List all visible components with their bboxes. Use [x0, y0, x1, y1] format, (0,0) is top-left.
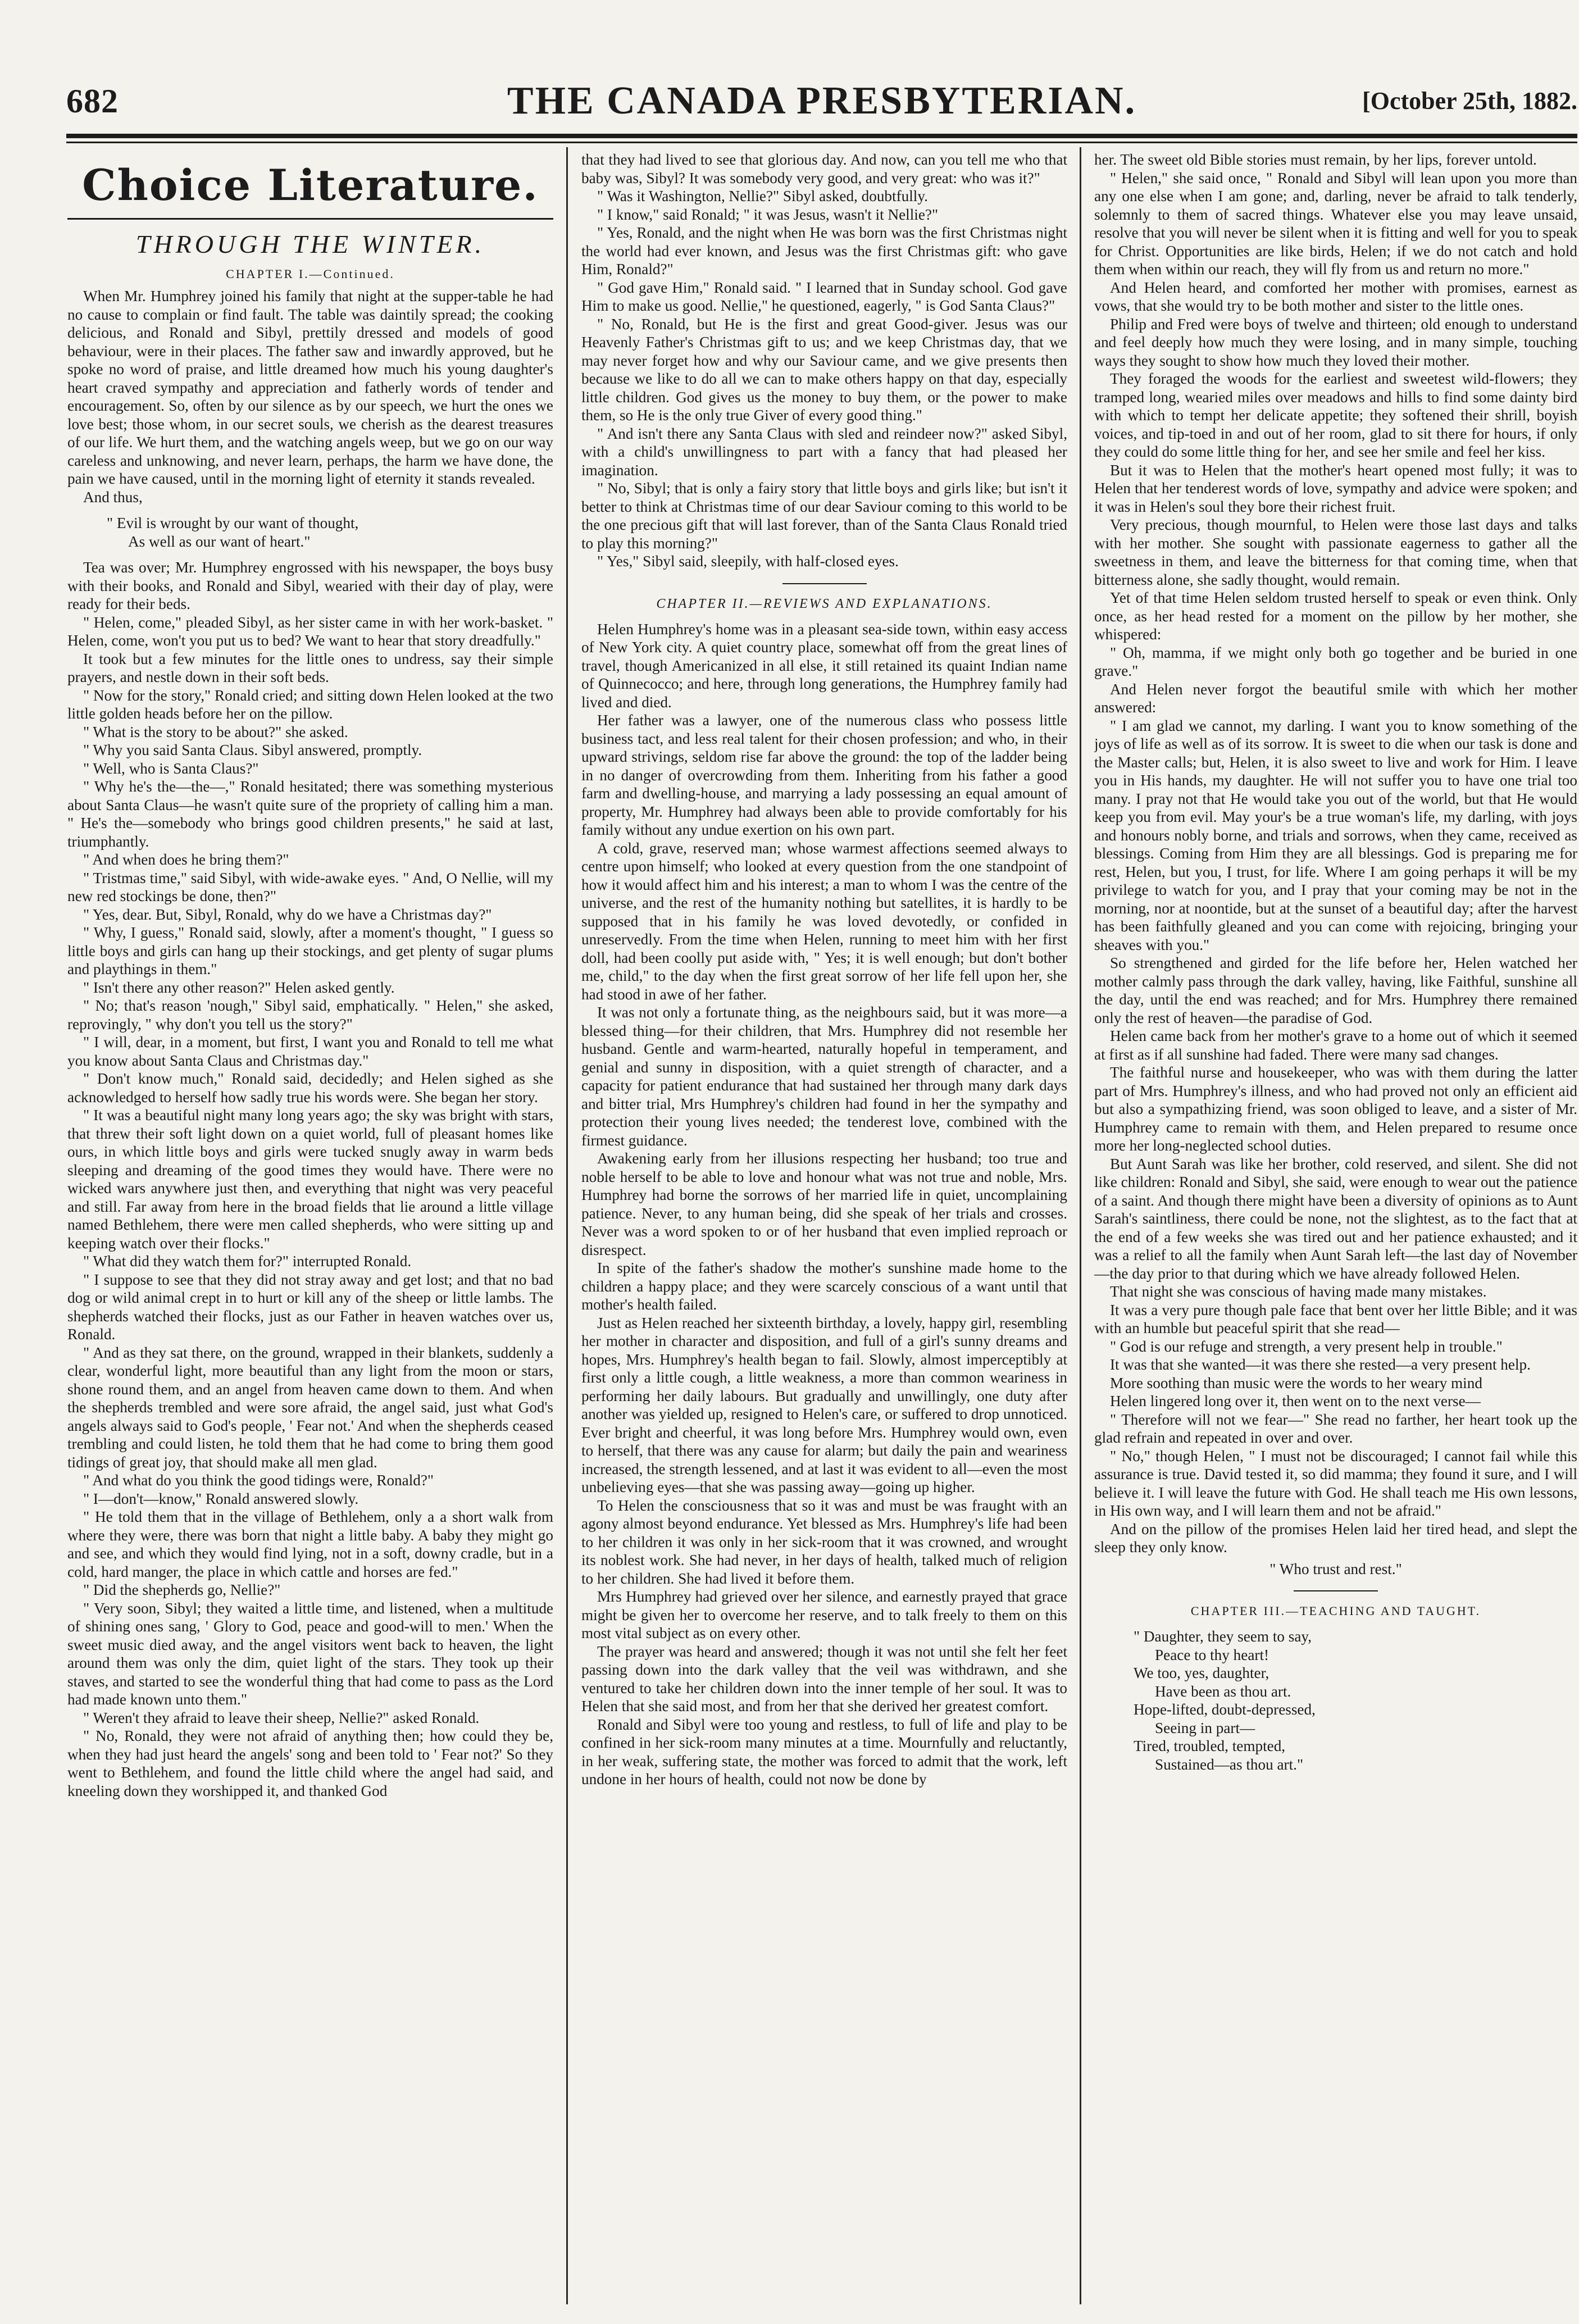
chapter-heading: CHAPTER I.—Continued.: [226, 267, 395, 281]
paragraph: " Was it Washington, Nellie?" Sibyl asked, doubtfully.: [597, 188, 928, 204]
column-3: [1094, 151, 1577, 2302]
paragraph: " I—don't—know," Ronald answered slowly.: [83, 1490, 359, 1507]
paragraph: " I know," said Ronald; " it was Jesus, wasn't it Nellie?": [597, 206, 939, 223]
closing-line: " Who trust and rest.": [1269, 1560, 1402, 1577]
verse-line: " Evil is wrought by our want of thought,: [107, 515, 359, 531]
paragraph: It was not only a fortunate thing, as the neighbours said, but it was more—a blessed thing—for their children, that Mrs. Humphrey did not resemble her husband. Gentle and warm-hearted, naturally hopeful in temperament, and genial and sunny in disposition, with a quiet strength of character, and a capacity for patient endurance that had sustained her through many dark days and bitter trial, Mrs Humphrey's children had found in her the sympathy and protection their young lives needed; the tenderest love, combined with the firmest guidance.: [581, 1004, 1067, 1149]
paragraph: Very precious, though mournful, to Helen were those last days and talks with her mother. She sought with passionate eagerness to gather all the sweetness in them, and leave the bitterness for that coming time, when that bitterness alone, she sadly thought, would remain.: [1094, 516, 1577, 588]
paragraph: And thus,: [83, 488, 143, 506]
paragraph: " No, Ronald, they were not afraid of anything then; how could they be, when they had just heard the angels' song and been told to ' Fear not?' So they went to Bethlehem, and found the little child where the angel had said, and kneeling down they worshipped it, and thanked God: [67, 1727, 553, 1799]
column-divider-1: [566, 147, 568, 2304]
paragraph: her. The sweet old Bible stories must remain, by her lips, forever untold.: [1094, 151, 1537, 168]
paragraph: " Why he's the—the—," Ronald hesitated; there was something mysterious about Santa Claus—he wasn't quite sure of the propriety of calling him a man. " He's the—somebody who brings good children presents," he said at last, triumphantly.: [67, 778, 553, 850]
paragraph: " What did they watch them for?" interrupted Ronald.: [83, 1253, 412, 1270]
paragraph: " I suppose to see that they did not stray away and get lost; and that no bad dog or wild animal crept in to hurt or kill any of the sheep or little lambs. The shepherds watched their flocks, just as our Father in heaven watches over us, Ronald.: [67, 1271, 553, 1343]
masthead-rule-thick: [66, 134, 1577, 138]
issue-date: [October 25th, 1882.: [1362, 87, 1577, 115]
paragraph: " Yes," Sibyl said, sleepily, with half-closed eyes.: [597, 553, 899, 570]
poem-line: We too, yes, daughter,: [1134, 1664, 1269, 1681]
page-number: 682: [66, 83, 119, 120]
paragraph: " It was a beautiful night many long years ago; the sky was bright with stars, that threw their soft light down on a quiet world, full of pleasant homes like ours, in which little boys and girls were tucked snugly away in warm beds sleeping and dreaming of the good times they would have. There were no wicked wars anywhere just then, and everything that night was very peaceful and still. Far away from here in the broad fields that lie around a little village named Bethlehem, there were men called shepherds, who were sitting up and keeping watch over their flocks.": [67, 1107, 553, 1252]
paragraph: " Tristmas time," said Sibyl, with wide-awake eyes. " And, O Nellie, will my new red stockings be done, then?": [67, 869, 553, 904]
paragraph: " And isn't there any Santa Claus with sled and reindeer now?" asked Sibyl, with a child's unwillingness to part with a fancy that had pleased her imagination.: [581, 425, 1067, 479]
paragraph: " Oh, mamma, if we might only both go together and be buried in one grave.": [1094, 644, 1577, 679]
verse: [107, 514, 553, 551]
paragraph: " Yes, Ronald, and the night when He was born was the first Christmas night the world had ever known, and Jesus was the first Christmas gift: who gave Him, Ronald?": [581, 224, 1067, 278]
poem-line: Seeing in part—: [1155, 1719, 1255, 1736]
poem-line: Have been as thou art.: [1155, 1682, 1291, 1700]
paragraph: A cold, grave, reserved man; whose warmest affections seemed always to centre upon himself; who looked at every question from the one standpoint of how it would affect him and his interest; a man to whom I was the centre of the universe, and the rest of the humanity nothing but satellites, it is hardly to be supposed that in his family he was loved devotedly, or confided in unreservedly. From the time when Helen, running to meet him with her first doll, had been coolly put aside with, " Yes; it is well enough; but don't bother me, child," to the day when the first great sorrow of her life fell upon her, she had stood in awe of her father.: [581, 839, 1067, 1003]
paragraph: That night she was conscious of having made many mistakes.: [1110, 1283, 1487, 1300]
poem-line: Sustained—as thou art.": [1155, 1755, 1304, 1773]
paragraph: The faithful nurse and housekeeper, who was with them during the latter part of Mrs. Humphrey's illness, and who had proved not only an efficient aid but also a sympathizing friend, was soon obliged to leave, and a sister of Mr. Humphrey came to remain with them, and Helen prepared to resume once more her long-neglected school duties.: [1094, 1064, 1577, 1154]
newspaper-title: THE CANADA PRESBYTERIAN.: [507, 79, 1137, 122]
chapter-divider: [1294, 1590, 1378, 1591]
verse-line: As well as our want of heart.": [128, 533, 311, 550]
paragraph: " And as they sat there, on the ground, wrapped in their blankets, suddenly a clear, wonderful light, more beautiful than any light from the moon or stars, shone round them, and an angel from heaven came down to them. And when the shepherds trembled and were sore afraid, the angel said, just what God's angels always said to God's people, ' Fear not.' And when the shepherds ceased trembling and could listen, he told them that he had come to bring them good tidings of great joy, that should make all men glad.: [67, 1344, 553, 1471]
paragraph: that they had lived to see that glorious day. And now, can you tell me who that baby was, Sibyl? It was somebody very good, and very great: who was it?": [581, 151, 1067, 187]
story-title: THROUGH THE WINTER.: [135, 230, 485, 258]
paragraph: And Helen never forgot the beautiful smile with which her mother answered:: [1094, 680, 1577, 716]
paragraph: " No, Sibyl; that is only a fairy story that little boys and girls like; but isn't it better to think at Christmas time of our dear Saviour coming to this world to be the one precious gift that will last forever, than of the Santa Claus Ronald tried to play this morning?": [581, 480, 1067, 552]
paragraph: They foraged the woods for the earliest and sweetest wild-flowers; they tramped long, wearied miles over meadows and hills to find some dainty bird with which to tempt her delicate appetite; they softened their shrill, boyish voices, and tip-toed in and out of her room, glad to sit there for hours, if only they could do some little thing for her, and see her smile and feel her kiss.: [1094, 370, 1577, 460]
paragraph: " And what do you think the good tidings were, Ronald?": [83, 1472, 434, 1489]
poem-line: Peace to thy heart!: [1155, 1646, 1269, 1663]
paragraph: " God is our refuge and strength, a very present help in trouble.": [1110, 1338, 1503, 1355]
paragraph: " Isn't there any other reason?" Helen asked gently.: [83, 979, 395, 996]
paragraph: It took but a few minutes for the little ones to undress, say their simple prayers, and nestle down in their soft beds.: [67, 650, 553, 685]
paragraph: Her father was a lawyer, one of the numerous class who possess little business tact, and less real talent for their chosen profession; and who, in their upward strivings, seldom rise far above the ground: the top of the ladder being in no danger of overcrowding from them. Inheriting from his father a good farm and dwelling-house, and marrying a lady possessing an equal amount of property, Mr. Humphrey had always been able to provide comfortably for his family without any undue exertion on his own part.: [581, 712, 1067, 838]
paragraph: To Helen the consciousness that so it was and must be was fraught with an agony almost beyond endurance. Yet blessed as Mrs. Humphrey's life had been to her children it was only in her sick-room that it was crowned, and wrought its noblest work. She had never, in her days of health, talked much of religion to her children. She had lived it before them.: [581, 1497, 1067, 1587]
poem-line: " Daughter, they seem to say,: [1134, 1628, 1312, 1645]
paragraph: " Very soon, Sibyl; they waited a little time, and listened, when a multitude of shining ones sang, ' Glory to God, peace and good-will to men.' When the sweet music died away, and the angel visitors went back to heaven, the light around them was only the dim, quiet light of the stars. They took up their staves, and started to see the wonderful thing that had come to pass as the Lord had made known unto them.": [67, 1599, 553, 1708]
poem-line: Tired, troubled, tempted,: [1134, 1738, 1286, 1754]
paragraph: " I will, dear, in a moment, but first, I want you and Ronald to tell me what you know about Santa Claus and Christmas day.": [67, 1034, 553, 1069]
paragraph: Tea was over; Mr. Humphrey engrossed with his newspaper, the boys busy with their books, and Ronald and Sibyl, wearied with their day of play, were ready for their beds.: [67, 559, 553, 612]
paragraph: Helen Humphrey's home was in a pleasant sea-side town, within easy access of New York city. A quiet country place, somewhat off from the great lines of travel, though Americanized in all else, it still retained its quaint Indian name of Quinnecocco; and here, through long generations, the Humphrey family had lived and died.: [581, 620, 1067, 711]
paragraph: The prayer was heard and answered; though it was not until she felt her feet passing down into the dark valley that the veil was withdrawn, and she ventured to take her children down into the inner temple of her soul. It was to Helen that she said most, and from her that she derived her greatest comfort.: [581, 1643, 1067, 1714]
paragraph: Yet of that time Helen seldom trusted herself to speak or even think. Only once, as her head rested for a moment on the pillow by her mother, she whispered:: [1094, 589, 1577, 643]
paragraph: " Now for the story," Ronald cried; and sitting down Helen looked at the two little golden heads before her on the pillow.: [67, 686, 553, 722]
paragraph: More soothing than music were the words to her weary mind: [1110, 1374, 1482, 1391]
paragraph: " Weren't they afraid to leave their sheep, Nellie?" asked Ronald.: [83, 1709, 480, 1726]
paragraph: And on the pillow of the promises Helen laid her tired head, and slept the sleep they only know.: [1094, 1520, 1577, 1556]
chapter-heading: CHAPTER II.—REVIEWS AND EXPLANATIONS.: [656, 596, 993, 611]
paragraph: " He told them that in the village of Bethlehem, only a a short walk from where they were, there was born that night a little baby. A baby they might go and see, and which they would find lying, not in a soft, downy cradle, but in a cold, hard manger, the place in which cattle and horses are fed.": [67, 1508, 553, 1580]
paragraph: " Did the shepherds go, Nellie?": [83, 1581, 281, 1598]
paragraph: Helen came back from her mother's grave to a home out of which it seemed at first as if all sunshine had faded. There were many sad changes.: [1094, 1027, 1577, 1063]
paragraph: " Yes, dear. But, Sibyl, Ronald, why do we have a Christmas day?": [83, 906, 492, 923]
chapter-divider: [782, 583, 867, 584]
column-1: [67, 151, 553, 2302]
poem-line: Hope-lifted, doubt-depressed,: [1134, 1701, 1316, 1718]
paragraph: Philip and Fred were boys of twelve and thirteen; old enough to understand and feel deeply how much they were losing, and in many simple, touching ways they sought to show how much they loved their mother.: [1094, 315, 1577, 369]
paragraph: It was a very pure though pale face that bent over her little Bible; and it was with an humble but peaceful spirit that she read—: [1094, 1301, 1577, 1336]
paragraph: " Helen," she said once, " Ronald and Sibyl will lean upon you more than any one else when I am gone; and, darling, never be afraid to talk tenderly, solemnly to them of sacred things. Whatever else you may leave unsaid, resolve that you will never be silent when it is fitting and well for you to speak for Christ. Opportunities are like birds, Helen; if we do not catch and hold them when within our reach, they will fly from us and return no more.": [1094, 169, 1577, 278]
paragraph: It was that she wanted—it was there she rested—a very present help.: [1110, 1356, 1531, 1373]
paragraph: So strengthened and girded for the life before her, Helen watched her mother calmly pass through the dark valley, having, like Faithful, sunshine all the day, until the end was reached; and for Mrs. Humphrey there remained only the rest of heaven—the paradise of God.: [1094, 954, 1577, 1026]
paragraph: " God gave Him," Ronald said. " I learned that in Sunday school. God gave Him to make us good. Nellie," he questioned, eagerly, " is God Santa Claus?": [581, 279, 1067, 314]
paragraph: Ronald and Sibyl were too young and restless, to full of life and play to be confined in her sick-room many minutes at a time. Mournfully and reluctantly, in her weak, suffering state, the mother was forced to admit that the work, left undone in her hours of health, could not now be done by: [581, 1716, 1067, 1788]
paragraph: " And when does he bring them?": [83, 851, 289, 868]
section-heading: Choice Literature.: [82, 160, 539, 210]
column-2: [581, 151, 1067, 2302]
column-divider-2: [1080, 147, 1081, 2304]
paragraph: " I am glad we cannot, my darling. I want you to know something of the joys of life as well as of its sorrow. It is sweet to die when our task is done and the Master calls; but, Helen, it is also sweet to live and work for Him. I leave you in His hands, my daughter. He will not suffer you to have one trial too many. I pray not that He would take you out of the world, but that He would keep you from evil. May your's be a true woman's life, my darling, with joys and honours nobly borne, and trials and sorrows, when they came, received as blessings. Coming from Him they are all blessings. God is preparing me for rest, Helen, but you, I trust, for life. Where I am going perhaps it will be my privilege to watch for you, and I pray that your coming may be not in the morning, nor at noontide, but at the sunset of a beautiful day; after the harvest has been faithfully gleaned and you can come with rejoicing, bringing your sheaves with you.": [1094, 717, 1577, 953]
paragraph: In spite of the father's shadow the mother's sunshine made home to the children a happy place; and they were scarcely conscious of a want until that mother's health failed.: [581, 1259, 1067, 1313]
poem: [1134, 1627, 1577, 1773]
paragraph: Helen lingered long over it, then went on to the next verse—: [1110, 1393, 1481, 1409]
paragraph: " No," though Helen, " I must not be discouraged; I cannot fail while this assurance is true. David tested it, so did mamma; they found it sure, and I will believe it. I will leave the future with God. He shall teach me His own lessons, in His own way, and I will learn them and not be afraid.": [1094, 1447, 1577, 1519]
paragraph: Just as Helen reached her sixteenth birthday, a lovely, happy girl, resembling her mother in character and disposition, and full of a girl's sunny dreams and hopes, Mrs. Humphrey's health began to fail. Slowly, almost imperceptibly at first only a little cough, a little weakness, a more than common weariness in performing her daily labours. But gradually and unwillingly, one duty after another was yielded up, resigned to Helen's care, or suffered to drop unnoticed. Ever bright and cheerful, it was long before Mrs. Humphrey would own, even to herself, that there was any cause for alarm; but daily the pain and weariness increased, the strength lessened, and at last it was evident to all—even the most unbelieving eyes—that she was passing away—going up higher.: [581, 1314, 1067, 1495]
paragraph: " Well, who is Santa Claus?": [83, 759, 259, 777]
paragraph: " No; that's reason 'nough," Sibyl said, emphatically. " Helen," she asked, reprovingly, " why don't you tell us the story?": [67, 997, 553, 1033]
paragraph: Mrs Humphrey had grieved over her silence, and earnestly prayed that grace might be given her to overcome her reserve, and to talk freely to them on this most vital subject as on every other.: [581, 1588, 1067, 1641]
paragraph: But Aunt Sarah was like her brother, cold reserved, and silent. She did not like children: Ronald and Sibyl, she said, were enough to wear out the patience of a saint. And though there might have been a diversity of opinions as to Aunt Sarah's saintliness, there could be none, not the slightest, as to the fact that at the end of a few weeks she was tired out and her patience exhausted; and it was a relief to all the family when Aunt Sarah left—the last day of November—the day prior to that during which we have already followed Helen.: [1094, 1155, 1577, 1282]
paragraph: " Helen, come," pleaded Sibyl, as her sister came in with her work-basket. " Helen, come, won't you put us to bed? We want to hear that story dreadfully.": [67, 613, 553, 649]
masthead: [66, 79, 1577, 129]
paragraph: " Why, I guess," Ronald said, slowly, after a moment's thought, " I guess so little boys and girls can hang up their stockings, and get plenty of sugar plums and playthings in them.": [67, 924, 553, 977]
paragraph: " Why you said Santa Claus. Sibyl answered, promptly.: [83, 742, 422, 758]
paragraph: But it was to Helen that the mother's heart opened most fully; it was to Helen that her tenderest words of love, sympathy and advice were spoken; and it was in Helen's soul they bore their richest fruit.: [1094, 461, 1577, 515]
paragraph: " No, Ronald, but He is the first and great Good-giver. Jesus was our Heavenly Father's Christmas gift to us; and we keep Christmas day, that we may never forget how and why our Saviour came, and we give presents then because we like to do all we can to make others happy on that day, especially little children. God gives us the money to buy them, or the power to make them, so He is the only true Giver of every good thing.": [581, 315, 1067, 424]
section-rule: [67, 218, 553, 220]
paragraph: " Therefore will not we fear—" She read no farther, her heart took up the glad refrain and repeated in over and over.: [1094, 1411, 1577, 1446]
paragraph: " Don't know much," Ronald said, decidedly; and Helen sighed as she acknowledged to herself how sadly true his words were. She began her story.: [67, 1070, 553, 1106]
paragraph: Awakening early from her illusions respecting her husband; too true and noble herself to be able to love and honour what was not true and noble, Mrs. Humphrey had borne the sorrows of her married life in quiet, uncomplaining patience. Never, to any human being, did she speak of her trials and crosses. Never was a word spoken to or of her husband that even implied reproach or disrespect.: [581, 1150, 1067, 1258]
paragraph: When Mr. Humphrey joined his family that night at the supper-table he had no cause to complain or find fault. The table was daintily spread; the cooking delicious, and Ronald and Sibyl, prettily dressed and models of good behaviour, were in their places. The father saw and inwardly approved, but he spoke no word of praise, and little dreamed how much his young daughter's heart craved sympathy and appreciation and fatherly words of tender and encouragement. So, often by our silence as by our speech, we hurt the ones we love best; those whom, in our secret souls, we cherish as the dearest treasures of our life. We hurt them, and the watching angels weep, but we go on our way careless and unknowing, and never learn, perhaps, the harm we have done, the pain we have caused, until in the morning light of eternity it stands revealed.: [67, 288, 553, 487]
paragraph: And Helen heard, and comforted her mother with promises, earnest as vows, that she would try to be both mother and sister to the little ones.: [1094, 279, 1577, 314]
chapter-heading: CHAPTER III.—TEACHING AND TAUGHT.: [1190, 1604, 1481, 1618]
masthead-rule-thin: [66, 142, 1577, 143]
paragraph: " What is the story to be about?" she asked.: [83, 723, 348, 740]
